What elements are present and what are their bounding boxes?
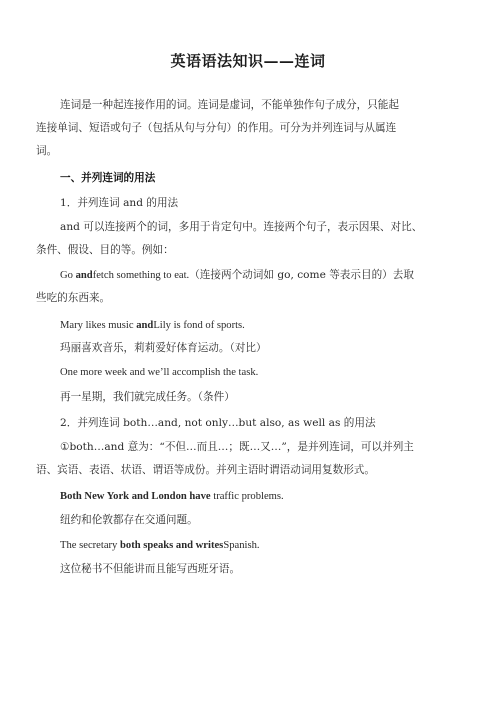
example-5-en <box>60 538 490 553</box>
example-2-sentence <box>60 318 490 333</box>
intro-line-1: 连词是一种起连接作用的词。连词是虚词，不能单独作句子成分，只能起 <box>60 99 399 111</box>
example-1-cn: 些吃的东西来。 <box>36 292 111 304</box>
example-1-and: and <box>75 270 93 281</box>
example-4-cn: 纽约和伦敦都存在交通问题。 <box>60 514 198 526</box>
example-2-en-start: Mary likes music <box>60 320 137 331</box>
and-description-line-2: 条件、假设、目的等。例如： <box>36 244 174 256</box>
subheading-both-and: 2．并列连词 both…and, not only…but also, as well as 的用法 <box>60 417 376 429</box>
example-5-en-rest: Spanish. <box>223 540 260 551</box>
example-1-en-start: Go <box>60 270 76 281</box>
example-5-en-bold: both speaks and writes <box>120 540 224 551</box>
and-description-line-1: and 可以连接两个的词，多用于肯定句中。连接两个句子，表示因果、对比、 <box>60 221 423 233</box>
example-2-en-rest: Lily is fond of sports. <box>153 320 245 331</box>
example-1-note: （连接两个动词如 go, come 等表示目的）去取 <box>189 269 414 281</box>
example-5-cn: 这位秘书不但能讲而且能写西班牙语。 <box>60 563 241 575</box>
example-3-en: One more week and we’ll accomplish the task. <box>60 367 259 378</box>
intro-line-2: 连接单词、短语或句子（包括从句与分句）的作用。可分为并列连词与从属连 <box>36 122 397 134</box>
example-2-cn: 玛丽喜欢音乐，莉莉爱好体育运动。（对比） <box>60 342 267 354</box>
example-1-sentence <box>60 268 490 283</box>
document-title: 英语语法知识——连词 <box>170 52 326 70</box>
intro-line-3: 词。 <box>36 145 58 157</box>
example-4-en <box>60 489 490 504</box>
example-4-en-bold: Both New York and London have <box>60 491 211 502</box>
example-4-en-rest: traffic problems. <box>210 491 284 502</box>
example-2-and: and <box>136 320 154 331</box>
both-description-line-2: 语、宾语、表语、状语、谓语等成份。并列主语时谓语动词用复数形式。 <box>36 464 375 476</box>
section-heading-coordinating: 一、并列连词的用法 <box>60 172 156 184</box>
subheading-and-usage: 1．并列连词 and 的用法 <box>60 197 179 209</box>
example-3-cn: 再一星期，我们就完成任务。（条件） <box>60 391 235 403</box>
example-1-en-rest: fetch something to eat. <box>92 270 190 281</box>
example-5-en-start: The secretary <box>60 540 120 551</box>
both-description-line-1: ①both…and 意为：“不但…而且…；既…又…”，是并列连词，可以并列主 <box>60 441 414 453</box>
